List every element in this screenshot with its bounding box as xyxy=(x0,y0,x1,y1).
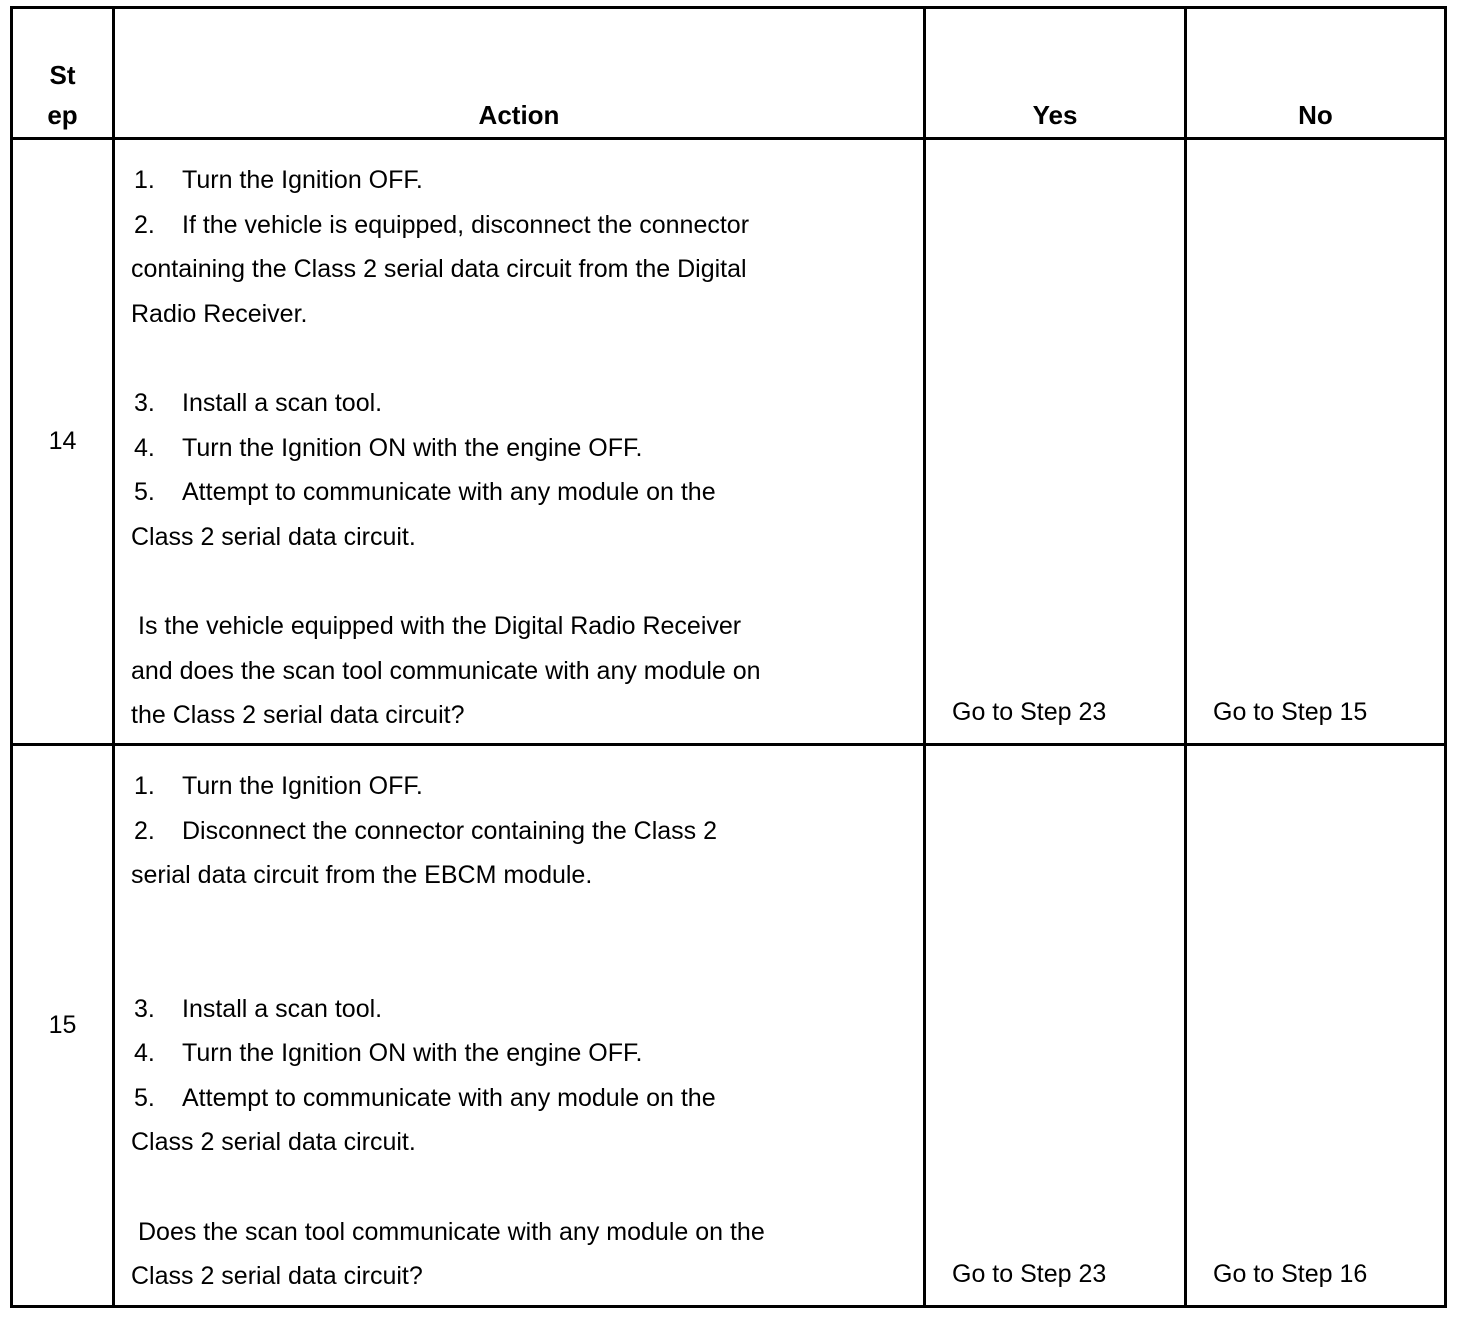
step-item-number: 3. xyxy=(134,389,155,417)
decision-question: Does the scan tool communicate with any module on the xyxy=(138,1217,765,1246)
action-step-item xyxy=(131,426,923,471)
step-item-text: Turn the Ignition OFF. xyxy=(182,772,423,800)
step-item-continuation: Class 2 serial data circuit. xyxy=(131,522,416,551)
step-item-text: Install a scan tool. xyxy=(182,994,383,1023)
decision-question: and does the scan tool communicate with any module on xyxy=(131,656,761,685)
step-number: 14 xyxy=(12,139,114,745)
action-cell xyxy=(114,139,925,745)
step-item-number: 3. xyxy=(134,994,155,1023)
yes-text: Go to Step 23 xyxy=(952,698,1107,726)
table-row xyxy=(12,139,1446,745)
step-item-continuation: containing the Class 2 serial data circuit from the Digital xyxy=(131,255,747,283)
spacer xyxy=(131,898,923,987)
step-item-text: Turn the Ignition ON with the engine OFF. xyxy=(182,1039,643,1067)
header-step xyxy=(12,8,114,139)
diagnostic-step-table xyxy=(10,6,1447,1308)
no-text: Go to Step 15 xyxy=(1213,698,1368,726)
no-text: Go to Step 16 xyxy=(1213,1260,1368,1288)
step-item-continuation: Radio Receiver. xyxy=(131,299,308,328)
decision-question: the Class 2 serial data circuit? xyxy=(131,701,465,729)
action-cell xyxy=(114,745,925,1307)
procedure-sheet xyxy=(10,6,1457,1306)
no-result xyxy=(1186,139,1446,745)
header-step-line-2: ep xyxy=(47,100,78,130)
step-item-text: Attempt to communicate with any module on the xyxy=(182,1083,716,1112)
step-item-number: 4. xyxy=(134,1039,155,1067)
yes-result xyxy=(925,139,1186,745)
action-step-item xyxy=(131,1076,923,1121)
step-item-number: 2. xyxy=(134,210,155,239)
step-item-number: 2. xyxy=(134,816,155,845)
decision-question: Is the vehicle equipped with the Digital Radio Receiver xyxy=(138,612,742,640)
header-row xyxy=(12,8,1446,139)
step-number: 15 xyxy=(12,745,114,1307)
no-result xyxy=(1186,745,1446,1307)
action-step-item xyxy=(131,470,923,515)
step-item-number: 5. xyxy=(134,478,155,506)
step-item-continuation: Class 2 serial data circuit. xyxy=(131,1128,416,1156)
step-item-number: 1. xyxy=(134,166,155,194)
step-item-text: Attempt to communicate with any module on the xyxy=(182,478,716,506)
action-step-item xyxy=(131,764,923,809)
step-item-number: 5. xyxy=(134,1083,155,1112)
step-item-text: Install a scan tool. xyxy=(182,389,383,417)
step-item-number: 1. xyxy=(134,772,155,800)
step-item-continuation: serial data circuit from the EBCM module. xyxy=(131,861,593,889)
action-step-item xyxy=(131,1031,923,1076)
header-yes: Yes xyxy=(925,8,1186,139)
header-action: Action xyxy=(114,8,925,139)
action-step-item xyxy=(131,987,923,1032)
spacer xyxy=(131,559,923,604)
spacer xyxy=(131,1165,923,1210)
step-item-text: If the vehicle is equipped, disconnect the connector xyxy=(182,210,750,239)
action-step-item xyxy=(131,809,923,854)
step-item-text: Disconnect the connector containing the Class 2 xyxy=(182,816,718,845)
action-step-item xyxy=(131,381,923,426)
step-item-number: 4. xyxy=(134,433,155,462)
header-no: No xyxy=(1186,8,1446,139)
yes-text: Go to Step 23 xyxy=(952,1260,1107,1288)
table-row xyxy=(12,745,1446,1307)
step-item-text: Turn the Ignition ON with the engine OFF. xyxy=(182,433,643,462)
action-step-item xyxy=(131,203,923,248)
yes-result xyxy=(925,745,1186,1307)
spacer xyxy=(131,336,923,381)
header-step-line-1: St xyxy=(49,60,76,90)
action-step-item xyxy=(131,158,923,203)
decision-question: Class 2 serial data circuit? xyxy=(131,1262,423,1290)
step-item-text: Turn the Ignition OFF. xyxy=(182,166,423,194)
